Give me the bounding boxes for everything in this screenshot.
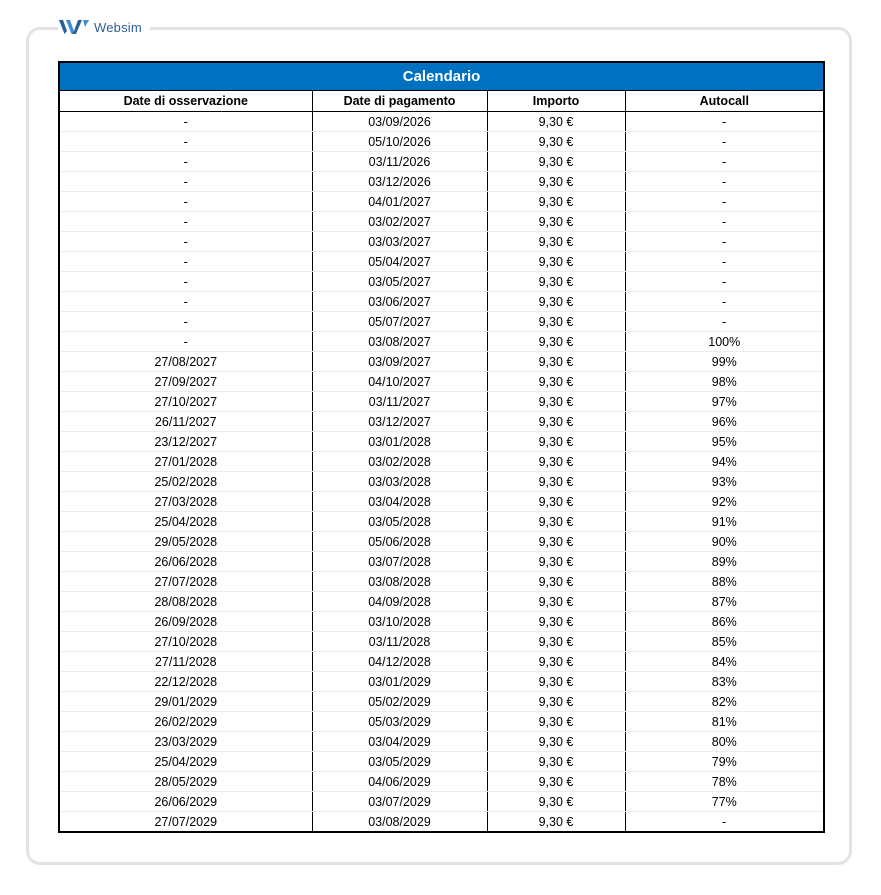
observation-date-cell: 26/11/2027: [59, 412, 312, 432]
table-row: [59, 352, 824, 372]
autocall-cell: 82%: [625, 692, 824, 712]
table-row: [59, 592, 824, 612]
payment-date-cell: 03/05/2027: [312, 272, 487, 292]
observation-date-cell: 22/12/2028: [59, 672, 312, 692]
amount-cell: 9,30 €: [487, 272, 625, 292]
amount-cell: 9,30 €: [487, 432, 625, 452]
table-row: [59, 412, 824, 432]
table-row: [59, 192, 824, 212]
table-row: [59, 272, 824, 292]
payment-date-cell: 03/08/2027: [312, 332, 487, 352]
observation-date-cell: -: [59, 272, 312, 292]
amount-cell: 9,30 €: [487, 632, 625, 652]
table-row: [59, 152, 824, 172]
payment-date-cell: 03/03/2027: [312, 232, 487, 252]
autocall-cell: 93%: [625, 472, 824, 492]
payment-date-cell: 03/01/2029: [312, 672, 487, 692]
amount-cell: 9,30 €: [487, 612, 625, 632]
autocall-cell: -: [625, 212, 824, 232]
autocall-cell: 98%: [625, 372, 824, 392]
observation-date-cell: 27/03/2028: [59, 492, 312, 512]
observation-date-cell: -: [59, 292, 312, 312]
observation-date-cell: 27/07/2028: [59, 572, 312, 592]
autocall-cell: 77%: [625, 792, 824, 812]
autocall-cell: 78%: [625, 772, 824, 792]
payment-date-cell: 03/11/2027: [312, 392, 487, 412]
observation-date-cell: 26/02/2029: [59, 712, 312, 732]
payment-date-cell: 03/05/2028: [312, 512, 487, 532]
autocall-cell: -: [625, 252, 824, 272]
brand-name: Websim: [94, 19, 142, 35]
payment-date-cell: 03/01/2028: [312, 432, 487, 452]
table-row: [59, 112, 824, 132]
table-row: [59, 712, 824, 732]
calendar-table-wrapper: [58, 61, 823, 833]
amount-cell: 9,30 €: [487, 312, 625, 332]
table-body: [59, 112, 824, 833]
autocall-cell: 79%: [625, 752, 824, 772]
amount-cell: 9,30 €: [487, 712, 625, 732]
column-header-payment-date: Date di pagamento: [312, 91, 487, 112]
column-header-amount: Importo: [487, 91, 625, 112]
table-row: [59, 492, 824, 512]
payment-date-cell: 04/01/2027: [312, 192, 487, 212]
payment-date-cell: 03/11/2028: [312, 632, 487, 652]
table-row: [59, 132, 824, 152]
table-row: [59, 792, 824, 812]
amount-cell: 9,30 €: [487, 772, 625, 792]
amount-cell: 9,30 €: [487, 472, 625, 492]
observation-date-cell: 27/10/2027: [59, 392, 312, 412]
amount-cell: 9,30 €: [487, 252, 625, 272]
payment-date-cell: 03/08/2028: [312, 572, 487, 592]
autocall-cell: 99%: [625, 352, 824, 372]
amount-cell: 9,30 €: [487, 572, 625, 592]
observation-date-cell: 28/05/2029: [59, 772, 312, 792]
autocall-cell: -: [625, 312, 824, 332]
payment-date-cell: 03/09/2026: [312, 112, 487, 132]
autocall-cell: -: [625, 112, 824, 132]
payment-date-cell: 04/06/2029: [312, 772, 487, 792]
observation-date-cell: 28/08/2028: [59, 592, 312, 612]
observation-date-cell: -: [59, 212, 312, 232]
payment-date-cell: 05/07/2027: [312, 312, 487, 332]
autocall-cell: 91%: [625, 512, 824, 532]
autocall-cell: 96%: [625, 412, 824, 432]
autocall-cell: 81%: [625, 712, 824, 732]
amount-cell: 9,30 €: [487, 232, 625, 252]
amount-cell: 9,30 €: [487, 692, 625, 712]
observation-date-cell: -: [59, 332, 312, 352]
amount-cell: 9,30 €: [487, 192, 625, 212]
autocall-cell: 83%: [625, 672, 824, 692]
table-row: [59, 172, 824, 192]
table-row: [59, 552, 824, 572]
payment-date-cell: 03/02/2028: [312, 452, 487, 472]
autocall-cell: -: [625, 192, 824, 212]
observation-date-cell: 26/06/2028: [59, 552, 312, 572]
autocall-cell: 97%: [625, 392, 824, 412]
table-row: [59, 572, 824, 592]
observation-date-cell: 27/09/2027: [59, 372, 312, 392]
autocall-cell: 92%: [625, 492, 824, 512]
table-row: [59, 512, 824, 532]
autocall-cell: 85%: [625, 632, 824, 652]
table-row: [59, 772, 824, 792]
amount-cell: 9,30 €: [487, 112, 625, 132]
amount-cell: 9,30 €: [487, 492, 625, 512]
autocall-cell: 95%: [625, 432, 824, 452]
table-row: [59, 472, 824, 492]
amount-cell: 9,30 €: [487, 332, 625, 352]
observation-date-cell: 23/03/2029: [59, 732, 312, 752]
amount-cell: 9,30 €: [487, 212, 625, 232]
autocall-cell: -: [625, 812, 824, 833]
table-row: [59, 692, 824, 712]
table-row: [59, 392, 824, 412]
autocall-cell: 90%: [625, 532, 824, 552]
payment-date-cell: 03/07/2028: [312, 552, 487, 572]
payment-date-cell: 03/04/2028: [312, 492, 487, 512]
autocall-cell: 89%: [625, 552, 824, 572]
autocall-cell: 94%: [625, 452, 824, 472]
table-row: [59, 452, 824, 472]
table-row: [59, 672, 824, 692]
amount-cell: 9,30 €: [487, 672, 625, 692]
column-header-autocall: Autocall: [625, 91, 824, 112]
table-row: [59, 292, 824, 312]
amount-cell: 9,30 €: [487, 732, 625, 752]
autocall-cell: 80%: [625, 732, 824, 752]
observation-date-cell: 27/11/2028: [59, 652, 312, 672]
calendar-table: [58, 61, 825, 833]
table-title: Calendario: [59, 62, 824, 91]
observation-date-cell: 27/08/2027: [59, 352, 312, 372]
observation-date-cell: -: [59, 232, 312, 252]
table-row: [59, 312, 824, 332]
brand-logo: [58, 17, 150, 37]
observation-date-cell: -: [59, 312, 312, 332]
column-header-observation-date: Date di osservazione: [59, 91, 312, 112]
payment-date-cell: 03/12/2026: [312, 172, 487, 192]
payment-date-cell: 03/03/2028: [312, 472, 487, 492]
table-row: [59, 212, 824, 232]
amount-cell: 9,30 €: [487, 512, 625, 532]
observation-date-cell: -: [59, 252, 312, 272]
observation-date-cell: 29/05/2028: [59, 532, 312, 552]
observation-date-cell: 23/12/2027: [59, 432, 312, 452]
payment-date-cell: 05/02/2029: [312, 692, 487, 712]
autocall-cell: -: [625, 172, 824, 192]
payment-date-cell: 03/07/2029: [312, 792, 487, 812]
table-row: [59, 612, 824, 632]
payment-date-cell: 03/09/2027: [312, 352, 487, 372]
amount-cell: 9,30 €: [487, 132, 625, 152]
payment-date-cell: 03/11/2026: [312, 152, 487, 172]
amount-cell: 9,30 €: [487, 392, 625, 412]
payment-date-cell: 03/04/2029: [312, 732, 487, 752]
amount-cell: 9,30 €: [487, 152, 625, 172]
payment-date-cell: 05/06/2028: [312, 532, 487, 552]
autocall-cell: 86%: [625, 612, 824, 632]
table-row: [59, 252, 824, 272]
amount-cell: 9,30 €: [487, 292, 625, 312]
amount-cell: 9,30 €: [487, 372, 625, 392]
observation-date-cell: 25/04/2029: [59, 752, 312, 772]
amount-cell: 9,30 €: [487, 652, 625, 672]
autocall-cell: 84%: [625, 652, 824, 672]
observation-date-cell: 27/10/2028: [59, 632, 312, 652]
autocall-cell: -: [625, 292, 824, 312]
observation-date-cell: 26/06/2029: [59, 792, 312, 812]
payment-date-cell: 05/04/2027: [312, 252, 487, 272]
payment-date-cell: 04/10/2027: [312, 372, 487, 392]
observation-date-cell: -: [59, 152, 312, 172]
payment-date-cell: 03/06/2027: [312, 292, 487, 312]
payment-date-cell: 03/12/2027: [312, 412, 487, 432]
table-row: [59, 752, 824, 772]
observation-date-cell: 27/07/2029: [154, 814, 218, 829]
payment-date-cell: 03/02/2027: [312, 212, 487, 232]
observation-date-cell: -: [59, 172, 312, 192]
observation-date-cell: 25/02/2028: [59, 472, 312, 492]
autocall-cell: -: [625, 132, 824, 152]
observation-date-cell: -: [59, 192, 312, 212]
payment-date-cell: 04/12/2028: [312, 652, 487, 672]
payment-date-cell: 04/09/2028: [312, 592, 487, 612]
payment-date-cell: 05/03/2029: [312, 712, 487, 732]
autocall-cell: -: [625, 272, 824, 292]
table-row: [59, 232, 824, 252]
table-row: [59, 632, 824, 652]
observation-date-cell: 27/01/2028: [59, 452, 312, 472]
table-row: [59, 532, 824, 552]
payment-date-cell: 03/05/2029: [312, 752, 487, 772]
autocall-cell: -: [625, 152, 824, 172]
table-row: [59, 652, 824, 672]
payment-date-cell: 03/08/2029: [312, 812, 487, 833]
autocall-cell: 88%: [625, 572, 824, 592]
observation-date-cell: 25/04/2028: [59, 512, 312, 532]
autocall-cell: 100%: [625, 332, 824, 352]
payment-date-cell: 05/10/2026: [312, 132, 487, 152]
table-row: [59, 372, 824, 392]
amount-cell: 9,30 €: [487, 812, 625, 833]
websim-logo-icon: [58, 19, 90, 35]
table-row: [59, 332, 824, 352]
table-row: [59, 432, 824, 452]
amount-cell: 9,30 €: [487, 792, 625, 812]
amount-cell: 9,30 €: [487, 172, 625, 192]
table-row: [59, 732, 824, 752]
observation-date-cell: -: [59, 132, 312, 152]
payment-date-cell: 03/10/2028: [312, 612, 487, 632]
amount-cell: 9,30 €: [487, 592, 625, 612]
amount-cell: 9,30 €: [487, 412, 625, 432]
amount-cell: 9,30 €: [487, 352, 625, 372]
autocall-cell: 87%: [625, 592, 824, 612]
observation-date-cell: 29/01/2029: [59, 692, 312, 712]
autocall-cell: -: [625, 232, 824, 252]
amount-cell: 9,30 €: [487, 532, 625, 552]
amount-cell: 9,30 €: [487, 452, 625, 472]
amount-cell: 9,30 €: [487, 552, 625, 572]
observation-date-cell: -: [59, 112, 312, 132]
table-row: [59, 812, 824, 833]
observation-date-cell: 26/09/2028: [59, 612, 312, 632]
amount-cell: 9,30 €: [487, 752, 625, 772]
